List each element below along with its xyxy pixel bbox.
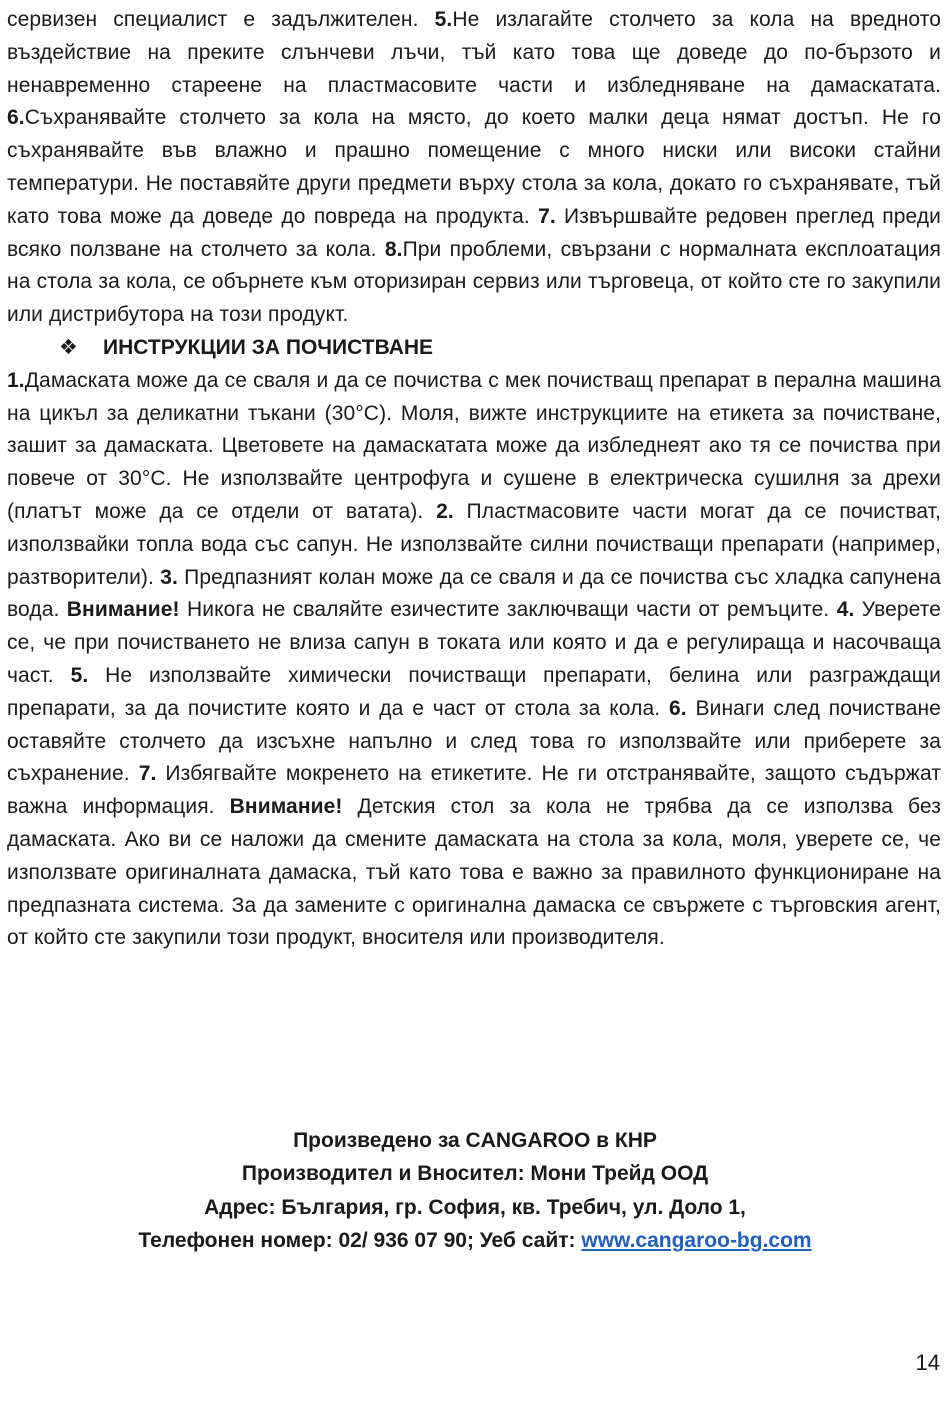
section-title: ИНСТРУКЦИИ ЗА ПОЧИСТВАНЕ [103,335,434,359]
item-number: 2. [436,499,454,523]
text-segment: сервизен специалист е задължителен. [7,8,435,31]
text-segment: Извършвайте редовен преглед преди всяко ползване на столчето за кола. [7,204,941,261]
page-number: 14 [915,1350,940,1375]
warning-label: Внимание! [66,598,180,622]
text-segment: Детския стол за кола не трябва да се използва без дамаската. Ако ви се наложи да смените дамаската на стола за кола, моля, уверете се, че използвате оригиналната дамаска, тъй като това е важно за правилното функциониране на предпазната система. За да замените с оригинална дамаска се свържете с търговския агент, от който сте закупили този продукт, вносителя или производителя. [7,795,941,950]
cleaning-heading [7,332,941,365]
text-segment: Предпазният колан може да се сваля и да се почиства със хладка сапунена вода. [7,565,941,622]
item-number: 5. [70,663,89,687]
phone-label: Телефонен номер: 02/ 936 07 90; Уеб сайт: [138,1228,582,1252]
text-segment: Уверете се, че при почистването не влиза сапун в токата или която и да е регулираща и насочваща част. [7,598,941,687]
text-segment: Избягвайте мокренето на етикетите. Не ги отстранявайте, защото съдържат важна информация. [7,762,941,819]
manufacturer-importer: Производител и Вносител: Мони Трейд ООД [241,1162,709,1186]
item-number: 7. [138,762,157,786]
item-number: 1. [7,368,25,392]
text-segment: Не излагайте столчето за кола на вредното въздействие на преките слънчеви лъчи, тъй като това ще доведе до по-бързото и ненавременно стареене на пластмасовите части и избледняване на дамаскатата. [7,8,941,97]
item-number: 5. [434,8,453,31]
warning-label: Внимание! [229,795,343,819]
contact-line [0,1224,950,1257]
item-number: 8. [384,237,403,261]
text-segment: Винаги след почистване оставяйте столчето да изсъхне напълно и след това го използвайте или приберете за съхранение. [7,696,942,786]
document-page [7,4,941,955]
diamond-bullet-icon: ❖ [59,335,78,359]
website-link[interactable]: www.cangaroo-bg.com [581,1228,812,1252]
item-number: 6. [668,696,687,720]
text-segment: Никога не сваляйте езичестите заключващи части от ремъците. [179,598,837,622]
item-number: 6. [7,106,25,130]
text-segment: Пластмасовите части могат да се почистват, използвайки топла вода със сапун. Не използвайте силни почистващи препарати (например, разтворители). [7,499,941,589]
usage-instructions-paragraph [7,4,941,332]
text-segment: При проблеми, свързани с нормалната експлоатация на стола за кола, се обърнете към оторизиран сервиз или търговеца, от който сте го закупили или дистрибутора на този продукт. [7,237,941,327]
manufactured-for: Произведено за CANGAROO в КНР [293,1129,657,1152]
item-number: 3. [160,565,178,589]
text-segment: Дамаската може да се сваля и да се почиства с мек почистващ препарат в перална машина на цикъл за деликатни тъкани (30°C). Моля, вижте инструкциите на етикета за почистване, зашит за дамаската. Цветовете на дамаскатата може да избледнеят ако тя се почиства при повече от 30°C. Не използвайте центрофуга и сушене в електрическа сушилня за дрехи (платът може да се отдели от ватата). [7,368,941,523]
item-number: 7. [538,204,556,228]
manufacturer-footer [0,1124,950,1257]
text-segment: Не използвайте химически почистващи препарати, белина или разграждащи препарати, за да почистите която и да е част от стола за кола. [7,663,941,720]
text-segment: Съхранявайте столчето за кола на място, до което малки деца нямат достъп. Не го съхранявайте във влажно и прашно помещение с много ниски или високи стайни температури. Не поставяйте други предмети върху стола за кола, докато го съхранявате, тъй като това може да доведе до повреда на продукта. [7,106,941,228]
cleaning-instructions-paragraph [7,365,941,955]
address: Адрес: България, гр. София, кв. Требич, ул. Доло 1, [204,1195,746,1219]
item-number: 4. [836,598,855,622]
